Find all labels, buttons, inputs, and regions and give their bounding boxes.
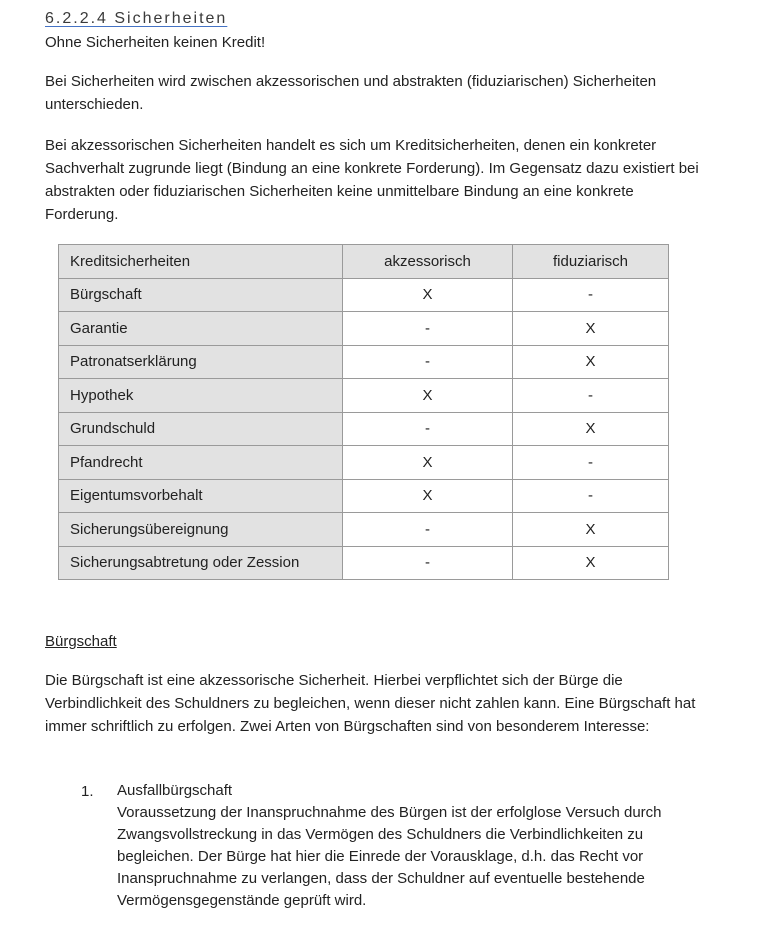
cell-fiduziarisch: - <box>513 479 669 513</box>
list-item-text: Voraussetzung der Inanspruchnahme des Bürgen ist der erfolglose Versuch durch Zwangsvollstreckung in das Vermögen des Schuldners die Verbindlichkeiten zu begleichen. Der Bürge hat hier die Einrede der Vorausklage, d.h. das Recht vor Inanspruchnahme zu verlangen, dass der Schuldner auf eventuelle bestehende Vermögensgegenstände geprüft wird. <box>117 804 662 909</box>
table-row <box>59 312 669 346</box>
table-row <box>59 278 669 312</box>
securities-table <box>58 244 669 580</box>
table-row <box>59 479 669 513</box>
cell-fiduziarisch: X <box>513 412 669 446</box>
cell-name: Patronatserklärung <box>59 345 343 379</box>
cell-akzessorisch: - <box>343 412 513 446</box>
list-item-title: Ausfallbürgschaft <box>117 782 233 799</box>
cell-name: Pfandrecht <box>59 446 343 480</box>
table-row <box>59 379 669 413</box>
cell-fiduziarisch: X <box>513 513 669 547</box>
header-akzessorisch: akzessorisch <box>343 245 513 279</box>
table-row <box>59 345 669 379</box>
list-item-number: 1. <box>81 783 94 800</box>
cell-name: Grundschuld <box>59 412 343 446</box>
cell-fiduziarisch: - <box>513 379 669 413</box>
cell-akzessorisch: - <box>343 546 513 580</box>
intro-line: Ohne Sicherheiten keinen Kredit! <box>45 34 266 51</box>
section-heading: 6.2.2.4 Sicherheiten <box>45 10 228 27</box>
cell-fiduziarisch: - <box>513 446 669 480</box>
cell-akzessorisch: - <box>343 513 513 547</box>
cell-akzessorisch: - <box>343 345 513 379</box>
header-fiduziarisch: fiduziarisch <box>513 245 669 279</box>
table-header-row <box>59 245 669 279</box>
cell-name: Eigentumsvorbehalt <box>59 479 343 513</box>
cell-akzessorisch: X <box>343 479 513 513</box>
cell-name: Hypothek <box>59 379 343 413</box>
table-row <box>59 546 669 580</box>
header-kreditsicherheiten: Kreditsicherheiten <box>59 245 343 279</box>
table-row <box>59 446 669 480</box>
cell-fiduziarisch: - <box>513 278 669 312</box>
cell-akzessorisch: X <box>343 379 513 413</box>
cell-name: Bürgschaft <box>59 278 343 312</box>
cell-name: Sicherungsübereignung <box>59 513 343 547</box>
paragraph-types: Bei Sicherheiten wird zwischen akzessorischen und abstrakten (fiduziarischen) Sicherheiten unterschieden. <box>45 73 657 113</box>
cell-name: Sicherungsabtretung oder Zession <box>59 546 343 580</box>
cell-fiduziarisch: X <box>513 546 669 580</box>
cell-fiduziarisch: X <box>513 312 669 346</box>
table-row <box>59 412 669 446</box>
paragraph-buergschaft: Die Bürgschaft ist eine akzessorische Sicherheit. Hierbei verpflichtet sich der Bürge die Verbindlichkeit des Schuldners zu begleichen, wenn dieser nicht zahlen kann. Eine Bürgschaft hat immer schriftlich zu erfolgen. Zwei Arten von Bürgschaften sind von besonderem Interesse: <box>45 672 696 735</box>
cell-akzessorisch: X <box>343 278 513 312</box>
table-row <box>59 513 669 547</box>
paragraph-akzessorisch: Bei akzessorischen Sicherheiten handelt es sich um Kreditsicherheiten, denen ein konkreter Sachverhalt zugrunde liegt (Bindung an eine konkrete Forderung). Im Gegensatz dazu existiert bei abstrakten oder fiduziarischen Sicherheiten keine unmittelbare Bindung an eine konkrete Forderung. <box>45 137 699 223</box>
cell-name: Garantie <box>59 312 343 346</box>
cell-akzessorisch: X <box>343 446 513 480</box>
cell-fiduziarisch: X <box>513 345 669 379</box>
cell-akzessorisch: - <box>343 312 513 346</box>
subheading-buergschaft: Bürgschaft <box>45 633 117 650</box>
